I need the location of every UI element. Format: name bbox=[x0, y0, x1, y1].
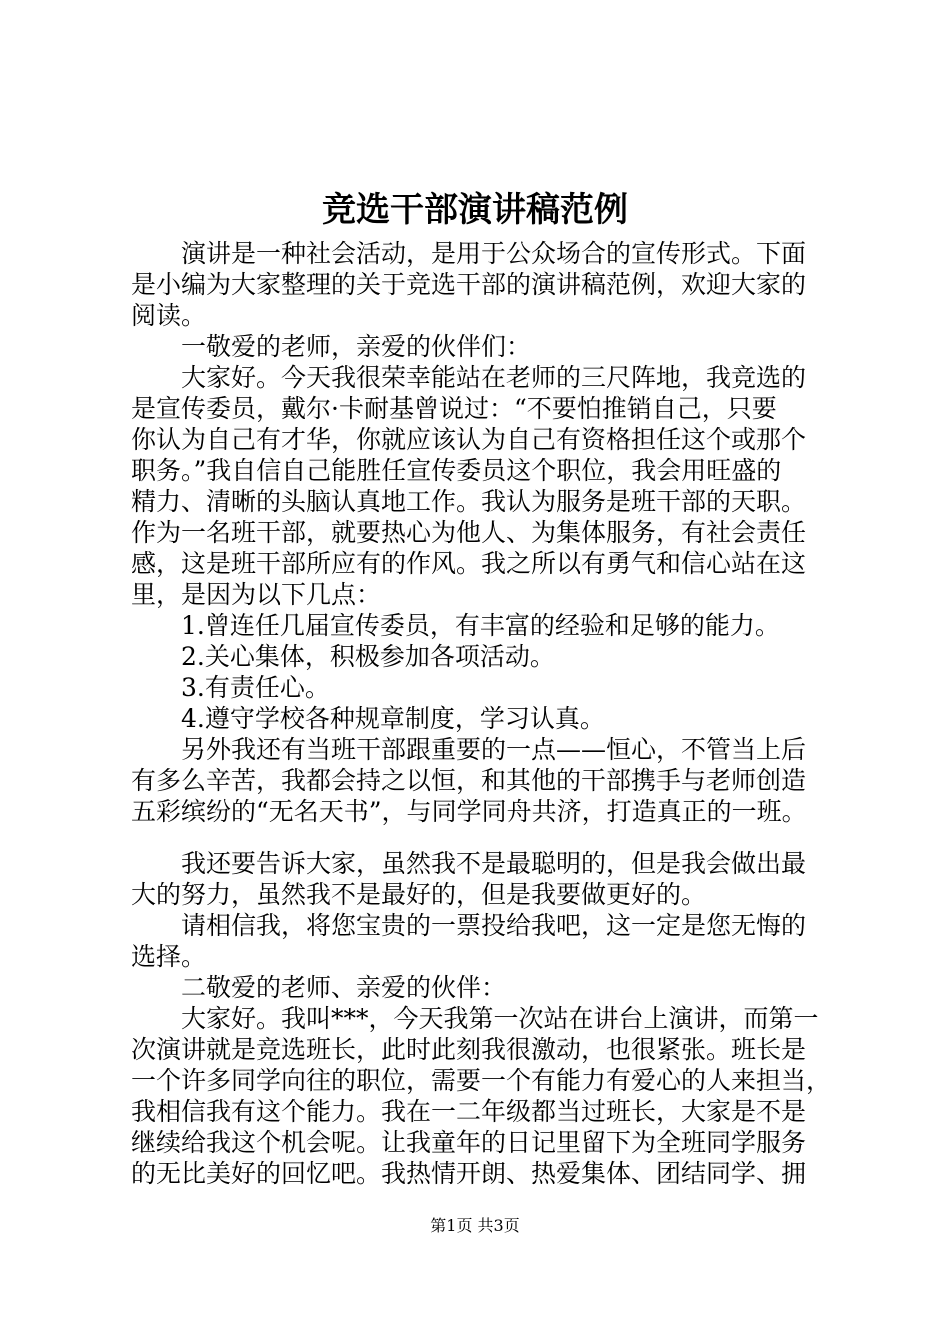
text-line: 我还要告诉大家，虽然我不是最聪明的，但是我会做出最 bbox=[131, 849, 807, 878]
list-item: 4.遵守学校各种规章制度，学习认真。 bbox=[131, 704, 605, 733]
text-line: 演讲是一种社会活动，是用于公众场合的宣传形式。下面 bbox=[131, 239, 807, 268]
text-line: 一个许多同学向往的职位，需要一个有能力有爱心的人来担当， bbox=[131, 1066, 832, 1095]
text-line: 是小编为大家整理的关于竞选干部的演讲稿范例，欢迎大家的 bbox=[131, 270, 807, 299]
text-line: 的无比美好的回忆吧。我热情开朗、热爱集体、团结同学、拥 bbox=[131, 1159, 807, 1188]
text-line: 大家好。今天我很荣幸能站在老师的三尺阵地，我竞选的 bbox=[131, 363, 807, 392]
list-item: 2.关心集体，积极参加各项活动。 bbox=[131, 642, 555, 671]
text-line: 阅读。 bbox=[131, 301, 207, 330]
document-title: 竞选干部演讲稿范例 bbox=[322, 190, 628, 230]
text-line: 我相信我有这个能力。我在一二年级都当过班长，大家是不是 bbox=[131, 1097, 807, 1126]
text-line: 里，是因为以下几点： bbox=[131, 580, 382, 609]
text-line: 五彩缤纷的“无名天书”，与同学同舟共济，打造真正的一班。 bbox=[131, 797, 807, 826]
text-line: 精力、清晰的头脑认真地工作。我认为服务是班干部的天职。 bbox=[131, 487, 807, 516]
text-line: 职务。”我自信自己能胜任宣传委员这个职位，我会用旺盛的 bbox=[131, 456, 782, 485]
text-line: 继续给我这个机会呢。让我童年的日记里留下为全班同学服务 bbox=[131, 1128, 807, 1157]
page-footer: 第1页 共3页 bbox=[430, 1216, 520, 1235]
text-line: 你认为自己有才华，你就应该认为自己有资格担任这个或那个 bbox=[131, 425, 807, 454]
text-line: 有多么辛苦，我都会持之以恒，和其他的干部携手与老师创造 bbox=[131, 766, 807, 795]
text-line: 是宣传委员，戴尔·卡耐基曾说过：“不要怕推销自己，只要 bbox=[131, 394, 777, 423]
text-line: 感，这是班干部所应有的作风。我之所以有勇气和信心站在这 bbox=[131, 549, 807, 578]
text-line: 次演讲就是竞选班长，此时此刻我很激动，也很紧张。班长是 bbox=[131, 1035, 807, 1064]
text-line: 二敬爱的老师、亲爱的伙伴： bbox=[131, 973, 507, 1002]
list-item: 3.有责任心。 bbox=[131, 673, 330, 702]
text-line: 作为一名班干部，就要热心为他人、为集体服务，有社会责任 bbox=[131, 518, 807, 547]
text-line: 一敬爱的老师，亲爱的伙伴们： bbox=[131, 332, 532, 361]
list-item: 1.曾连任几届宣传委员，有丰富的经验和足够的能力。 bbox=[131, 611, 780, 640]
text-line: 请相信我，将您宝贵的一票投给我吧，这一定是您无悔的 bbox=[131, 911, 807, 940]
text-line: 大家好。我叫***，今天我第一次站在讲台上演讲，而第一 bbox=[131, 1004, 819, 1033]
text-line: 选择。 bbox=[131, 942, 207, 971]
text-line: 另外我还有当班干部跟重要的一点——恒心，不管当上后 bbox=[131, 735, 807, 764]
text-line: 大的努力，虽然我不是最好的，但是我要做更好的。 bbox=[131, 880, 707, 909]
